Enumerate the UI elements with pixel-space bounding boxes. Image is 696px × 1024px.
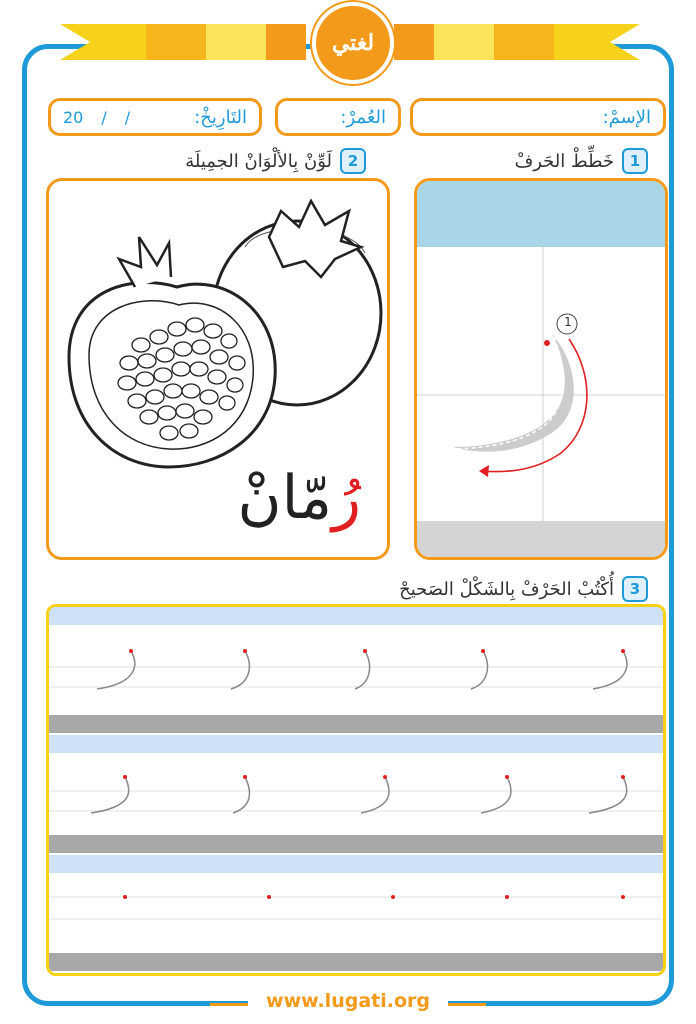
color-panel bbox=[46, 178, 390, 560]
name-label: الإسمْ: bbox=[602, 106, 651, 128]
color-title: لَوِّنْ بِالألْوَانْ الجمِيلَة bbox=[185, 150, 332, 172]
footer-line bbox=[210, 1003, 250, 1006]
writing-practice-panel bbox=[46, 604, 666, 976]
word-first-letter: رُ bbox=[332, 463, 361, 533]
date-field[interactable] bbox=[48, 98, 262, 136]
logo-text: لغتي bbox=[331, 30, 375, 56]
footer-website[interactable]: www.lugati.org bbox=[248, 990, 448, 1016]
color-heading bbox=[185, 146, 366, 176]
write-title: أُكْتُبْ الحَرْفْ بِالشَكْلْ الصَحيحْ bbox=[399, 578, 614, 600]
name-field[interactable] bbox=[410, 98, 666, 136]
section-number-badge: 1 bbox=[622, 148, 648, 174]
trace-panel bbox=[414, 178, 668, 560]
section-number-badge: 2 bbox=[340, 148, 366, 174]
trace-title: خَطِّطْ الحَرفْ bbox=[514, 150, 614, 172]
write-heading bbox=[399, 574, 648, 604]
date-separator: / bbox=[124, 107, 131, 127]
date-year: 20 bbox=[63, 107, 84, 127]
date-label: التَارِيخْ: bbox=[194, 106, 247, 128]
trace-heading bbox=[515, 146, 648, 176]
footer-line bbox=[446, 1003, 486, 1006]
pomegranate-word bbox=[238, 463, 361, 533]
age-field[interactable] bbox=[275, 98, 401, 136]
section-number-badge: 3 bbox=[622, 576, 648, 602]
date-parts bbox=[63, 108, 130, 127]
word-rest: مّانْ bbox=[237, 463, 333, 533]
date-separator: / bbox=[101, 107, 107, 127]
age-label: العُمرْ: bbox=[340, 106, 386, 128]
stroke-number: 1 bbox=[564, 315, 572, 329]
pomegranate-illustration bbox=[49, 181, 387, 481]
logo bbox=[312, 2, 394, 84]
